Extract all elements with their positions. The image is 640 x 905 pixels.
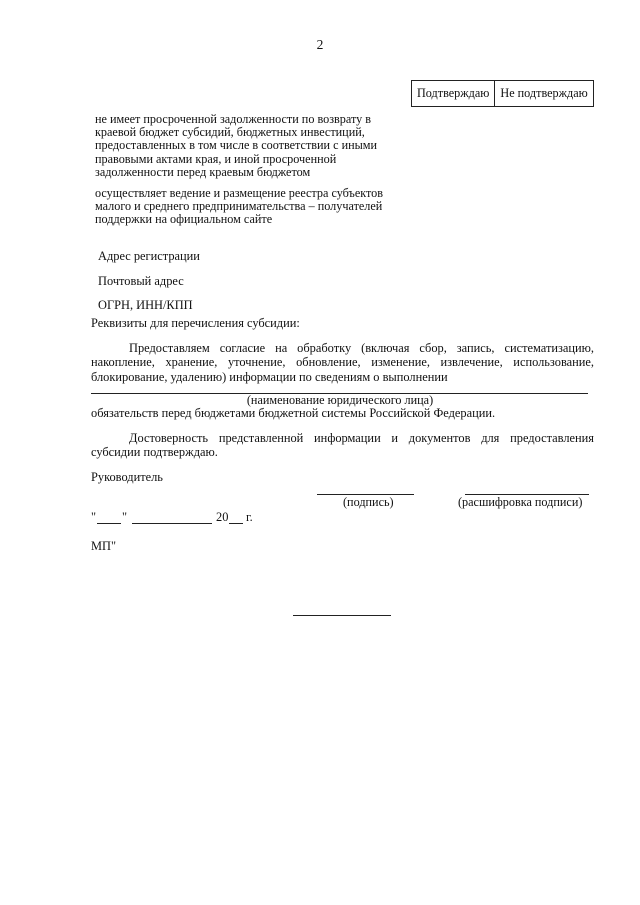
date-open-quote: " (91, 510, 97, 524)
registration-address-label: Адрес регистрации (98, 249, 200, 263)
stamp-label: МП" (91, 539, 117, 553)
obligations-text: обязательств перед бюджетами бюджетной системы Российской Федерации. (91, 406, 496, 420)
ogrn-inn-kpp-label: ОГРН, ИНН/КПП (98, 298, 193, 312)
head-label: Руководитель (91, 470, 163, 484)
consent-paragraph: Предоставляем согласие на обработку (включая сбор, запись, систематизацию, накопление, хранение, уточнение, обновление, изменение, извлечение, использование, блокирование, удалению) информации по сведениям о выполнении (91, 341, 594, 384)
date-close-quote: " (122, 510, 128, 524)
date-year-line (229, 523, 243, 524)
registry-statement: осуществляет ведение и размещение реестра субъектов малого и среднего предпринимательства – получателей поддержки на официальном сайте (95, 186, 384, 227)
page-number: 2 (316, 37, 324, 52)
signature-caption: (подпись) (343, 495, 394, 509)
no-debt-statement: не имеет просроченной задолженности по возврату в краевой бюджет субсидий, бюджетных инвестиций, предоставленных в том числе в соответствии с иными правовыми актами края, и иной просроченной задолженности перед краевым бюджетом (95, 112, 378, 179)
confirm-cell: Подтверждаю (412, 81, 495, 107)
signature-decoding-caption: (расшифровка подписи) (458, 495, 583, 509)
confirmation-table (411, 80, 594, 107)
date-year-suffix: г. (246, 510, 253, 524)
date-day-line (97, 523, 121, 524)
reliability-paragraph: Достоверность представленной информации и документов для предоставления субсидии подтверждаю. (91, 431, 594, 460)
footer-separator-line (293, 615, 391, 616)
legal-entity-name-caption: (наименование юридического лица) (246, 393, 434, 407)
requisites-label: Реквизиты для перечисления субсидии: (91, 316, 300, 330)
postal-address-label: Почтовый адрес (98, 274, 184, 288)
date-year-prefix: 20 (216, 510, 229, 524)
not-confirm-cell: Не подтверждаю (495, 81, 593, 107)
date-month-line (132, 523, 212, 524)
